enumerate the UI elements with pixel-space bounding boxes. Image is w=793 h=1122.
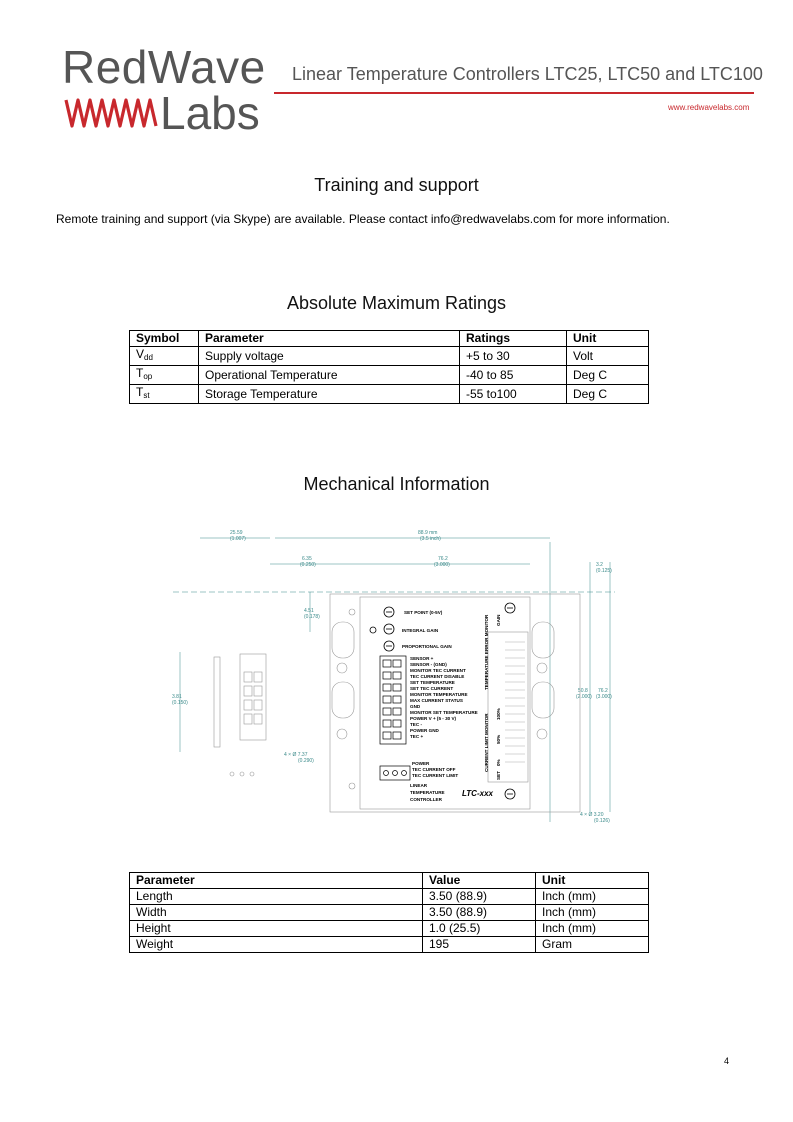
unit-cell: Inch (mm) — [536, 921, 649, 937]
page-number: 4 — [724, 1056, 730, 1066]
column-header: Parameter — [130, 873, 423, 889]
pin-label: SENSOR + — [410, 656, 434, 661]
ratings-heading: Absolute Maximum Ratings — [286, 293, 507, 313]
column-header: Unit — [567, 331, 649, 347]
dim-label: (0.250) — [300, 562, 316, 568]
dim-label: (1.007) — [230, 536, 246, 542]
led-label: TEC CURRENT LIMIT — [412, 773, 459, 778]
value-cell: 195 — [423, 937, 536, 953]
dim-label: (0.150) — [172, 700, 188, 706]
dim-label: 4 × Ø 3.20 — [580, 812, 604, 818]
column-header: Unit — [536, 873, 649, 889]
wave-logo-icon — [64, 94, 160, 134]
table-row — [130, 889, 649, 905]
column-header: Ratings — [460, 331, 567, 347]
logo-wordmark-top: RedWave — [62, 41, 266, 93]
board-outline — [330, 594, 580, 812]
mechanical-heading: Mechanical Information — [303, 474, 490, 494]
side-view — [214, 654, 266, 776]
dim-label: 4 × Ø 7.37 — [284, 752, 308, 758]
rating-cell: -55 to100 — [460, 385, 567, 404]
parameter-cell: Storage Temperature — [199, 385, 460, 404]
model-label: LTC-xxx — [462, 789, 493, 798]
table-header-row — [130, 331, 649, 347]
unit-cell: Inch (mm) — [536, 905, 649, 921]
dim-label: 76.2 — [598, 688, 608, 694]
table-row — [130, 385, 649, 404]
pin-label: MAX CURRENT STATUS — [410, 698, 463, 703]
led-label: TEC CURRENT OFF — [412, 767, 456, 772]
mechanical-drawing — [170, 522, 620, 827]
rating-cell: -40 to 85 — [460, 366, 567, 385]
led-block — [380, 766, 410, 780]
unit-cell: Gram — [536, 937, 649, 953]
parameter-cell: Operational Temperature — [199, 366, 460, 385]
rating-cell: +5 to 30 — [460, 347, 567, 366]
parameter-cell: Width — [130, 905, 423, 921]
pot-label: SET POINT (0-5V) — [404, 610, 443, 615]
dim-label: (0.178) — [304, 614, 320, 620]
table-row — [130, 905, 649, 921]
logo-wordmark-bottom: Labs — [160, 87, 260, 139]
dim-label: 25.59 — [230, 530, 243, 536]
pin-label: SENSOR - (GND) — [410, 662, 447, 667]
column-header: Symbol — [130, 331, 199, 347]
training-text: Remote training and support (via Skype) are available. Please contact info@redwavelabs.com for more information. — [56, 212, 670, 226]
dim-label: 88.9 mm — [418, 530, 438, 536]
document-title: Linear Temperature Controllers LTC25, LTC50 and LTC100 — [292, 64, 763, 84]
training-heading: Training and support — [314, 175, 479, 195]
unit-cell: Deg C — [567, 366, 649, 385]
dimension-lines — [173, 538, 615, 822]
pin-label: GND — [410, 704, 421, 709]
value-cell: 1.0 (25.5) — [423, 921, 536, 937]
symbol-cell: $T_{st}$ — [130, 385, 199, 404]
parameter-cell: Length — [130, 889, 423, 905]
table-row — [130, 347, 649, 366]
side-label: GAIN — [496, 614, 501, 626]
unit-cell: Deg C — [567, 385, 649, 404]
pin-label: MONITOR TEMPERATURE — [410, 692, 468, 697]
specs-table — [129, 872, 649, 953]
table-row — [130, 921, 649, 937]
product-name: TEMPERATURE — [410, 790, 445, 795]
pin-label: POWER GND — [410, 728, 439, 733]
dim-label: (0.126) — [594, 818, 610, 824]
table-header-row — [130, 873, 649, 889]
pct-label: 50% — [496, 734, 501, 744]
pin-label: TEC - — [410, 722, 422, 727]
side-label: SET — [496, 771, 501, 780]
symbol-cell: $V_{dd}$ — [130, 347, 199, 366]
column-header: Value — [423, 873, 536, 889]
dim-label: (3.000) — [596, 694, 612, 700]
dim-label: 76.2 — [438, 556, 448, 562]
unit-cell: Volt — [567, 347, 649, 366]
pct-label: 100% — [496, 708, 501, 720]
side-label: CURRENT LIMIT MONITOR — [484, 713, 489, 772]
pot-label: PROPORTIONAL GAIN — [402, 644, 452, 649]
pin-label: MONITOR TEC CURRENT — [410, 668, 466, 673]
pin-label: TEC CURRENT DISABLE — [410, 674, 465, 679]
dim-label: 4.51 — [304, 608, 314, 614]
symbol-cell: $T_{op}$ — [130, 366, 199, 385]
dim-label: 6.35 — [302, 556, 312, 562]
product-name: CONTROLLER — [410, 797, 442, 802]
pot-label: INTEGRAL GAIN — [402, 628, 439, 633]
pin-label: POWER V + (5 - 30 V) — [410, 716, 457, 721]
table-row — [130, 937, 649, 953]
pin-label: SET TEC CURRENT — [410, 686, 454, 691]
website-link[interactable]: www.redwavelabs.com — [668, 103, 750, 112]
value-cell: 3.50 (88.9) — [423, 905, 536, 921]
pin-labels — [410, 656, 478, 739]
heatsink-fins — [505, 642, 525, 762]
dim-label: (2.000) — [576, 694, 592, 700]
parameter-cell: Weight — [130, 937, 423, 953]
led-label: POWER — [412, 761, 430, 766]
pin-label: SET TEMPERATURE — [410, 680, 455, 685]
product-name: LINEAR — [410, 783, 428, 788]
header-divider — [274, 92, 754, 94]
dim-label: 3.2 — [596, 562, 603, 568]
dim-label: (0.290) — [298, 758, 314, 764]
unit-cell: Inch (mm) — [536, 889, 649, 905]
parameter-cell: Supply voltage — [199, 347, 460, 366]
parameter-cell: Height — [130, 921, 423, 937]
ratings-table — [129, 330, 649, 404]
dim-label: (0.125) — [596, 568, 612, 574]
side-label: TEMPERATURE ERROR MONITOR — [484, 614, 489, 690]
pin-label: MONITOR SET TEMPERATURE — [410, 710, 478, 715]
terminal-block — [380, 656, 406, 744]
table-row — [130, 366, 649, 385]
dim-label: 3.81 — [172, 694, 182, 700]
dim-label: (3.000) — [434, 562, 450, 568]
pct-label: 0% — [496, 759, 501, 766]
dim-label: (3.5 inch) — [420, 536, 441, 542]
pin-label: TEC + — [410, 734, 424, 739]
value-cell: 3.50 (88.9) — [423, 889, 536, 905]
column-header: Parameter — [199, 331, 460, 347]
dim-label: 50.8 — [578, 688, 588, 694]
